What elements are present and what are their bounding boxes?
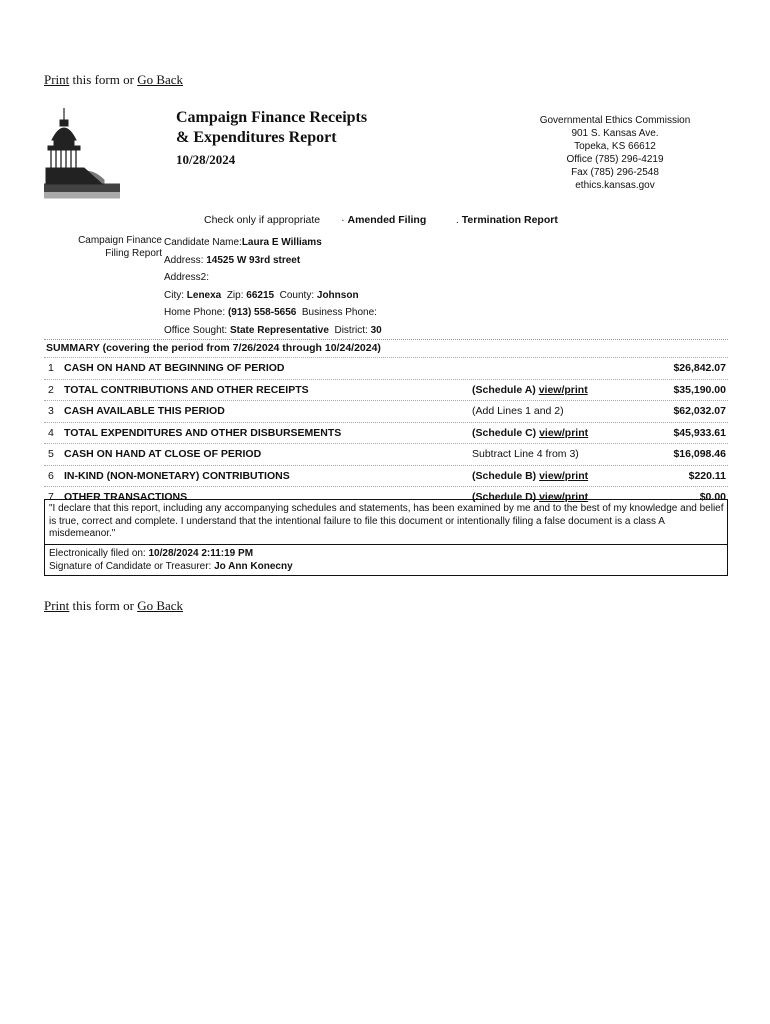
row-number: 7 [48, 491, 54, 503]
city-value: Lenexa [186, 289, 222, 301]
business-phone-label: Business Phone: [301, 307, 377, 318]
termination-report-label: Termination Report [461, 214, 558, 226]
candidate-name: Laura E Williams [241, 237, 322, 248]
district-label: District: [334, 324, 368, 336]
schedule-text: (Schedule B) [472, 469, 540, 482]
address2-row [164, 269, 382, 287]
summary-row [44, 422, 728, 444]
schedule-text: (Schedule D) [472, 491, 540, 503]
office-sought-label: Office Sought: [164, 324, 228, 336]
commission-line: Topeka, KS 66612 [574, 141, 656, 152]
go-back-link-top[interactable]: Go Back [137, 72, 184, 87]
row-number: 4 [48, 426, 54, 439]
row-amount: $220.11 [688, 469, 726, 482]
row-schedule [472, 470, 588, 482]
top-nav [44, 72, 183, 88]
declaration-box [44, 499, 728, 576]
row-number: 1 [48, 362, 54, 374]
print-link-top[interactable]: Print [44, 72, 70, 87]
phone-row [164, 304, 382, 322]
commission-line: ethics.kansas.gov [575, 180, 655, 191]
row-amount: $45,933.61 [673, 426, 726, 439]
schedule-text: (Schedule C) [472, 426, 540, 439]
row-label: CASH ON HAND AT BEGINNING OF PERIOD [64, 362, 285, 374]
address2-label: Address2: [164, 272, 210, 283]
commission-address-block [500, 114, 730, 192]
candidate-name-row [164, 234, 382, 252]
commission-line: Office (785) 296-4219 [566, 154, 664, 165]
filed-on-label: Electronically filed on: [49, 547, 146, 559]
signature-value: Jo Ann Konecny [214, 560, 293, 572]
zip-label: Zip: [226, 289, 244, 301]
termination-report-check[interactable]: . [455, 214, 459, 226]
row-number: 2 [48, 383, 54, 396]
nav-separator-text: this form or [69, 72, 138, 87]
filed-on-value: 10/28/2024 2:11:19 PM [148, 547, 254, 559]
report-title-line2: & Expenditures Report [176, 129, 337, 146]
district-value: 30 [370, 324, 382, 336]
commission-line: 901 S. Kansas Ave. [571, 128, 659, 139]
summary-table [44, 339, 728, 508]
report-date: 10/28/2024 [176, 152, 236, 167]
amended-filing-check[interactable]: · [341, 214, 345, 226]
row-label: IN-KIND (NON-MONETARY) CONTRIBUTIONS [64, 469, 290, 482]
filed-on-row [49, 547, 723, 560]
address-label: Address: [164, 254, 204, 266]
row-amount: $16,098.46 [673, 448, 726, 460]
candidate-name-label: Candidate Name: [164, 237, 242, 248]
summary-row [44, 400, 728, 422]
county-label: County: [279, 289, 315, 301]
schedule-a-view-print-link[interactable]: view/print [538, 383, 588, 396]
home-phone-value: (913) 558-5656 [227, 307, 297, 318]
commission-line: Governmental Ethics Commission [539, 115, 691, 126]
row-label: CASH ON HAND AT CLOSE OF PERIOD [64, 448, 262, 460]
office-row [164, 322, 382, 340]
filing-report-label-line1: Campaign Finance [78, 235, 162, 246]
summary-heading: SUMMARY (covering the period from 7/26/2024 through 10/24/2024) [44, 339, 728, 357]
kansas-capitol-seal-icon [44, 106, 120, 204]
summary-row [44, 379, 728, 401]
declaration-text: "I declare that this report, including any accompanying schedules and statements, has been examined by me and to the best of my knowledge and belief is true, correct and complete. I understand that the intentional failure to file this document or intentionally filing a false document is a class A misdemeanor." [49, 503, 724, 539]
summary-row [44, 443, 728, 465]
city-row [164, 287, 382, 305]
schedule-c-view-print-link[interactable]: view/print [539, 426, 589, 439]
go-back-link-bottom[interactable]: Go Back [137, 598, 184, 613]
row-amount: $26,842.07 [673, 362, 726, 374]
office-sought-value: State Representative [229, 324, 329, 336]
report-title-line1: Campaign Finance Receipts [176, 109, 368, 126]
report-title-block [176, 108, 367, 170]
summary-row [44, 465, 728, 487]
signature-block [45, 544, 727, 575]
check-prompt: Check only if appropriate [204, 214, 321, 226]
bottom-nav [44, 598, 183, 614]
row-schedule [472, 427, 588, 439]
row-label: TOTAL CONTRIBUTIONS AND OTHER RECEIPTS [64, 383, 309, 396]
address-value: 14525 W 93rd street [206, 254, 301, 266]
city-label: City: [164, 289, 184, 301]
candidate-info [164, 234, 382, 339]
row-label: TOTAL EXPENDITURES AND OTHER DISBURSEMENTS [64, 426, 342, 439]
commission-line: Fax (785) 296-2548 [571, 167, 659, 178]
row-amount: $35,190.00 [673, 383, 726, 396]
zip-value: 66215 [246, 289, 275, 301]
home-phone-label: Home Phone: [164, 307, 226, 318]
print-link-bottom[interactable]: Print [44, 598, 70, 613]
signature-row [49, 560, 723, 573]
row-number: 6 [48, 469, 54, 482]
row-amount: $0.00 [699, 491, 726, 503]
row-label: CASH AVAILABLE THIS PERIOD [64, 405, 225, 417]
amended-filing-label: Amended Filing [347, 214, 427, 226]
nav-separator-text: this form or [69, 598, 138, 613]
row-schedule-text: (Add Lines 1 and 2) [472, 405, 564, 417]
row-amount: $62,032.07 [673, 405, 726, 417]
row-schedule [472, 384, 588, 396]
row-number: 3 [48, 405, 54, 417]
address-row [164, 252, 382, 270]
filing-type-check-row [204, 214, 558, 226]
schedule-d-view-print-link[interactable]: view/print [539, 491, 589, 503]
row-number: 5 [48, 448, 54, 460]
signature-label: Signature of Candidate or Treasurer: [49, 560, 212, 572]
filing-report-label-line2: Filing Report [105, 248, 162, 259]
filing-report-label [64, 234, 162, 260]
county-value: Johnson [316, 289, 359, 301]
row-label: OTHER TRANSACTIONS [64, 491, 188, 503]
row-schedule-text: Subtract Line 4 from 3) [472, 448, 579, 460]
schedule-b-view-print-link[interactable]: view/print [539, 469, 589, 482]
schedule-text: (Schedule A) [472, 383, 539, 396]
summary-row [44, 357, 728, 379]
